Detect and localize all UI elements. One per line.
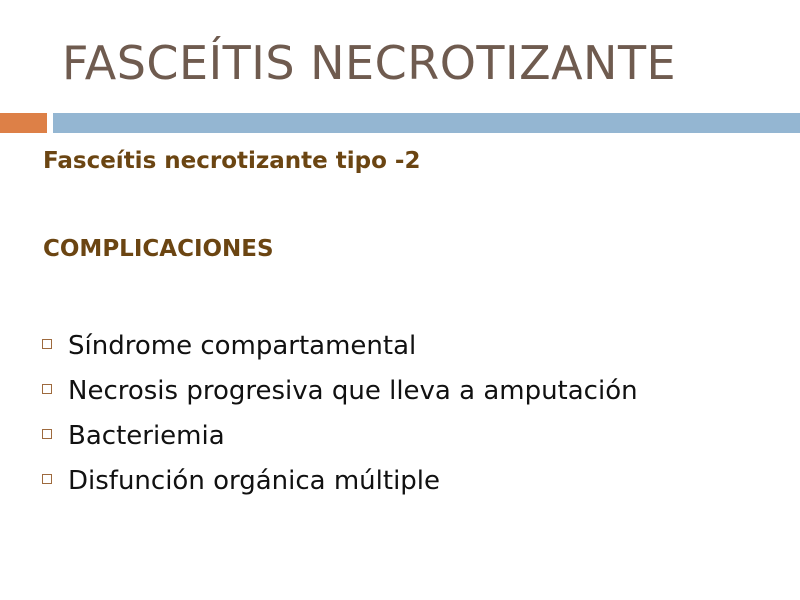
- section-heading: COMPLICACIONES: [43, 236, 274, 262]
- accent-bar-orange: [0, 113, 47, 133]
- list-item-text: Síndrome compartamental: [68, 330, 417, 361]
- square-bullet-icon: [42, 429, 52, 439]
- list-item: [42, 413, 638, 458]
- square-bullet-icon: [42, 339, 52, 349]
- list-item-text: Necrosis progresiva que lleva a amputación: [68, 375, 638, 406]
- list-item-text: Bacteriemia: [68, 420, 225, 451]
- square-bullet-icon: [42, 384, 52, 394]
- slide-title: FASCEÍTIS NECROTIZANTE: [62, 36, 677, 90]
- bullet-list: [42, 323, 638, 503]
- list-item: [42, 458, 638, 503]
- list-item-text: Disfunción orgánica múltiple: [68, 465, 441, 496]
- square-bullet-icon: [42, 474, 52, 484]
- accent-bar-blue: [53, 113, 800, 133]
- list-item: [42, 323, 638, 368]
- slide-heading: Fasceítis necrotizante tipo -2: [43, 148, 421, 174]
- list-item: [42, 368, 638, 413]
